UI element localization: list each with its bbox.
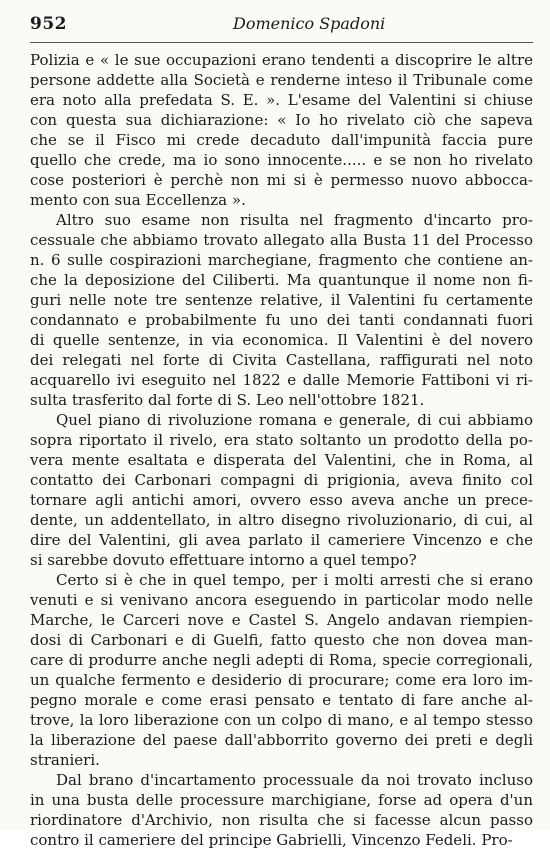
text-line: tornare agli antichi amori, ovvero esso aveva anche un prece- <box>30 491 533 509</box>
text-line: Altro suo esame non risulta nel fragmento d'incarto pro- <box>56 211 533 229</box>
paragraph <box>30 570 533 770</box>
text-line: guri nelle note tre sentenze relative, il Valentini fu certamente <box>30 291 533 309</box>
text-line: di quelle sentenze, in via economica. Il Valentini è del novero <box>30 331 533 349</box>
text-line: riordinatore d'Archivio, non risulta che si facesse alcun passo <box>30 811 533 829</box>
text-line: la liberazione del paese dall'abborrito governo dei preti e degli <box>30 731 533 749</box>
text-line: stranieri. <box>30 751 100 769</box>
text-line: Marche, le Carceri nove e Castel S. Angelo andavan riempien- <box>30 611 533 629</box>
text-line: quello che crede, ma io sono innocente..... e se non ho rivelato <box>30 151 533 169</box>
page-number: 952 <box>30 14 67 34</box>
text-line: trove, la loro liberazione con un colpo di mano, e al tempo stesso <box>30 711 533 729</box>
text-line: vera mente esaltata e disperata del Valentini, che in Roma, al <box>30 451 533 469</box>
body-text <box>30 50 533 850</box>
text-line: dente, un addentellato, in altro disegno rivoluzionario, di cui, al <box>30 511 533 529</box>
text-line: che se il Fisco mi crede decaduto dall'impunità faccia pure <box>30 131 533 149</box>
text-line: contro il cameriere del principe Gabrielli, Vincenzo Fedeli. Pro- <box>30 831 513 849</box>
text-line: dire del Valentini, gli avea parlato il cameriere Vincenzo e che <box>30 531 533 549</box>
paragraph <box>30 770 533 850</box>
text-line: mento con sua Eccellenza ». <box>30 191 246 209</box>
running-head: Domenico Spadoni <box>233 14 386 33</box>
text-line: condannato e probabilmente fu uno dei tanti condannati fuori <box>30 311 533 329</box>
page-header <box>30 14 535 44</box>
text-line: n. 6 sulle cospirazioni marchegiane, fragmento che contiene an- <box>30 251 533 269</box>
header-rule <box>30 42 533 43</box>
text-line: Dal brano d'incartamento processuale da noi trovato incluso <box>56 771 533 789</box>
text-line: pegno morale e come erasi pensato e tentato di fare anche al- <box>30 691 533 709</box>
text-line: che la deposizione del Ciliberti. Ma quantunque il nome non fi- <box>30 271 533 289</box>
text-line: un qualche fermento e desiderio di procurare; come era loro im- <box>30 671 533 689</box>
text-line: con questa sua dichiarazione: « Io ho rivelato ciò che sapeva <box>30 111 533 129</box>
paragraph <box>30 210 533 410</box>
paragraph <box>30 50 533 210</box>
text-line: Certo si è che in quel tempo, per i molti arresti che si erano <box>56 571 533 589</box>
text-line: sopra riportato il rivelo, era stato soltanto un prodotto della po- <box>30 431 533 449</box>
text-line: venuti e si venivano ancora eseguendo in particolar modo nelle <box>30 591 533 609</box>
text-line: Polizia e « le sue occupazioni erano tendenti a discoprire le altre <box>30 51 533 69</box>
text-line: si sarebbe dovuto effettuare intorno a quel tempo? <box>30 551 417 569</box>
text-line: contatto dei Carbonari compagni di prigionia, aveva finito col <box>30 471 533 489</box>
text-line: in una busta delle processure marchigiane, forse ad opera d'un <box>30 791 533 809</box>
paragraph <box>30 410 533 570</box>
text-line: acquarello ivi eseguito nel 1822 e dalle Memorie Fattiboni vi ri- <box>30 371 533 389</box>
text-line: era noto alla prefedata S. E. ». L'esame del Valentini si chiuse <box>30 91 533 109</box>
text-line: dosi di Carbonari e di Guelfi, fatto questo che non dovea man- <box>30 631 533 649</box>
text-line: persone addette alla Società e renderne inteso il Tribunale come <box>30 71 533 89</box>
text-line: care di produrre anche negli adepti di Roma, specie corregionali, <box>30 651 533 669</box>
text-line: Quel piano di rivoluzione romana e generale, di cui abbiamo <box>56 411 533 429</box>
text-line: dei relegati nel forte di Civita Castellana, raffigurati nel noto <box>30 351 533 369</box>
text-line: cose posteriori è perchè non mi si è permesso nuovo abbocca- <box>30 171 533 189</box>
text-line: sulta trasferito dal forte di S. Leo nell'ottobre 1821. <box>30 391 425 409</box>
text-line: cessuale che abbiamo trovato allegato alla Busta 11 del Processo <box>30 231 533 249</box>
